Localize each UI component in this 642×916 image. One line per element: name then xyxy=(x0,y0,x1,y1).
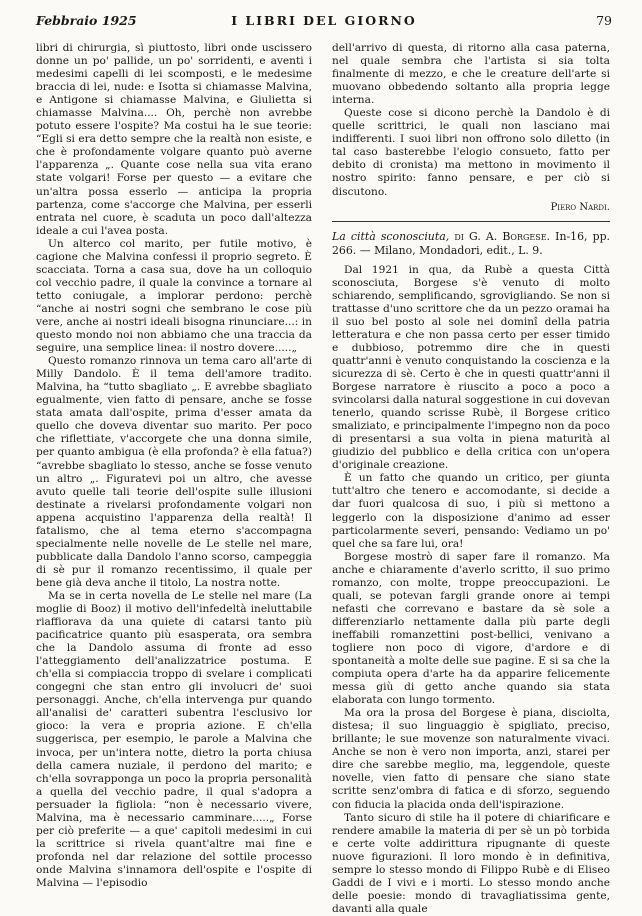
paragraph: Borgese mostrò di saper fare il romanzo. Ma anche e chiaramente d'averlo scritto, il suo primo romanzo, con molte, troppe preoccupazioni. Le quali, se potevan fargli grande onore ai tempi nefasti che correvano e bastare da sè sole a differenziarlo nettamente dalla più parte degli ineffabili romanzettini post-bellici, venivano a togliere non poco di vigore, d'ardore e di spontaneità a molte delle sue pagine. E si sa che la compiuta opera d'arte ha da apparire felicemente messa giù di getto anche quando sia stata elaborata con lungo tormento. xyxy=(332,550,610,707)
book-title: La città sconosciuta, xyxy=(332,229,450,243)
page-number: 79 xyxy=(596,13,612,28)
book-review-heading xyxy=(332,230,610,258)
book-details: In-16, pp. 266. — Milano, Mondadori, edit., L. 9. xyxy=(332,229,610,257)
paragraph: Tanto sicuro di stile ha il potere di chiarificare e rendere amabile la materia di per sè un pò torbida e certe volte addirittura ripugnante di queste nuove figurazioni. Il loro mondo è in definitiva, sempre lo stesso mondo di Filippo Rubè e di Eliseo Gaddi de I vivi e i morti. Lo stesso mondo anche delle poesie: mondo di travagliatissima gente, davanti alla quale xyxy=(332,811,610,915)
paragraph: Ma se in certa novella de Le stelle nel mare (La moglie di Booz) il motivo dell'infedeltà ineluttabile riaffiorava da una quiete di catarsi tanto più pacificatrice quanto più esasperata, ora sembra che la Dandolo assuma di fronte ad esso l'atteggiamento dell'analizzatrice postuma. E ch'ella si compiaccia troppo di svelare i complicati congegni che stan entro gli involucri de' suoi personaggi. Anche, ch'ella intervenga pur quando all'analisi de' caratteri subentra l'esclusivo lor gioco: la vera e propria azione. E ch'ella suggerisca, per esempio, le parole a Malvina che invoca, per un'intera notte, dietro la porta chiusa della camera nuziale, il perdono del marito; e ch'ella sovrapponga un poco la propria personalità a quella del vecchio padre, il qual s'adopra a persuader la figliola: “non è necessario vivere, Malvina, ma è necessario camminare.....„ Forse per ciò preferite — a que' capitoli medesimi in cui la scrittrice si rivela quant'altre mai fine e profonda nel dar relazione del sottile processo onde Malvina s'innamora dell'ospite e l'ospite di Malvina — l'episodio xyxy=(36,589,312,889)
left-column xyxy=(36,42,312,890)
author-signature: Piero Nardi. xyxy=(550,201,610,213)
paragraph: Un alterco col marito, per futile motivo, è cagione che Malvina confessi il proprio segreto. È scacciata. Torna a casa sua, dove ha un colloquio col vecchio padre, il quale la convince a tornare al tetto coniugale, a implorar perdono: perchè “anche ai nostri sogni che sembrano le cose più vere, anche ai nostri ideali bisogna rinunciare...: in questo mondo noi non abbiamo che una traccia da seguire, una semplice linea: il nostro dovere.....„ xyxy=(36,237,312,355)
header-date: Febbraio 1925 xyxy=(36,13,137,28)
paragraph: libri di chirurgia, sì piuttosto, libri onde uscissero donne un po' pallide, un po' sorridenti, e aventi i medesimi capelli di lei scomposti, e le medesime braccia di lei, nude: e Isotta si chiamasse Malvina, e Antigone si chiamasse Malvina, e Giulietta si chiamasse Malvina.... Oh, perchè non avrebbe potuto essere l'ospite? Ma costui ha le sue teorie: “Egli si era detto sempre che la realtà non esiste, e che è profondamente volgare quanto può averne l'apparenza „. Quante cose nella sua vita erano state volgari! Forse per questo — a evitare che un'altra possa esserlo — anticipa la propria partenza, come s'accorge che Malvina, per esserli entrata nel cuore, è scaduta un poco dall'altezza ideale a cui l'avea posta. xyxy=(36,42,312,237)
paragraph: Questo romanzo rinnova un tema caro all'arte di Milly Dandolo. È il tema dell'amore tradito. Malvina, ha “tutto sbagliato „. E avrebbe sbagliato egualmente, vien fatto di pensare, anche se fosse stata amata dall'ospite, prima d'esser amata da quello che doveva diventar suo marito. Per poco che riflettiate, v'accorgete che una donna simile, per quanto ambigua (è ella profonda? è ella fatua?) “avrebbe sbagliato lo stesso, anche se fosse venuto un altro „. Figuratevi poi un altro, che avesse avuto quelle tali teorie dell'ospite sulle illusioni destinate a rivelarsi profondamente volgari non appena acquistino l'apparenza della realtà! Il fatalismo, che al tema eterno s'accompagna specialmente nelle novelle de Le stelle nel mare, pubblicate dalla Dandolo l'anno scorso, campeggia di sè pur il romanzo recentissimo, il quale per bene già deva anche il titolo, La nostra notte. xyxy=(36,355,312,589)
paragraph: Dal 1921 in qua, da Rubè a questa Città sconosciuta, Borgese s'è venuto di molto schiarendo, semplificando, sgrovigliando. Se non si trattasse d'uno scrittore che da un pezzo oramai ha il suo bel posto al sole nei dominî della patria letteratura e che non passa certo per esser timido e dubbioso, potremmo dire che in questi quattr'anni è venuto conquistando la coscienza e la sicurezza di sè. Certo è che in questi quattr'anni il Borgese narratore è riuscito a poco a poco a svincolarsi dalla natural soggestione in cui dovevan tenerlo, quando scrisse Rubè, il Borgese critico smaliziato, e principalmente l'impegno non da poco di presentarsi a sua volta in piena maturità al giudizio del pubblico e della critica con un'opera d'originale creazione. xyxy=(332,263,611,472)
paragraph: È un fatto che quando un critico, per giunta tutt'altro che tenero e accomodante, si decide a dar fuori qualcosa di suo, i più si mettono a leggerlo con la disposizione d'animo ad esser particolarmente severi, pensando: Vediamo un po' quel che sa fare lui, ora! xyxy=(332,472,610,550)
section-divider xyxy=(332,221,610,222)
paragraph: dell'arrivo di questa, di ritorno alla casa paterna, nel quale sembra che l'artista si sia tolta finalmente di mezzo, e che le creature dell'arte si muovano obbedendo soltanto alla propria legge interna. xyxy=(332,42,610,107)
paragraph: Ma ora la prosa del Borgese è piana, disciolta, distesa; il suo linguaggio è spigliato, preciso, brillante; le sue movenze son naturalmente vivaci. Anche se non è vero non importa, anzi, starei per dire che sarebbe meglio, ma, leggendole, queste novelle, vien fatto di pensare che siano state scritte senz'ombra di fatica e di sforzo, seguendo con fiducia la placida onda dell'ispirazione. xyxy=(332,707,610,811)
right-column xyxy=(332,42,610,916)
header-title: I LIBRI DEL GIORNO xyxy=(231,13,417,28)
book-author: di G. A. Borgese. xyxy=(454,229,550,243)
running-header xyxy=(36,10,612,32)
paragraph: Queste cose si dicono perchè la Dandolo è di quelle scrittrici, le quali non lasciano mai indifferenti. I suoi libri non offrono solo diletto (in tal caso basterebbe l'elogio consueto, fatto per debito di cronista) ma mettono in movimento il nostro spirito: fanno pensare, e per ciò si discutono. xyxy=(332,107,610,198)
